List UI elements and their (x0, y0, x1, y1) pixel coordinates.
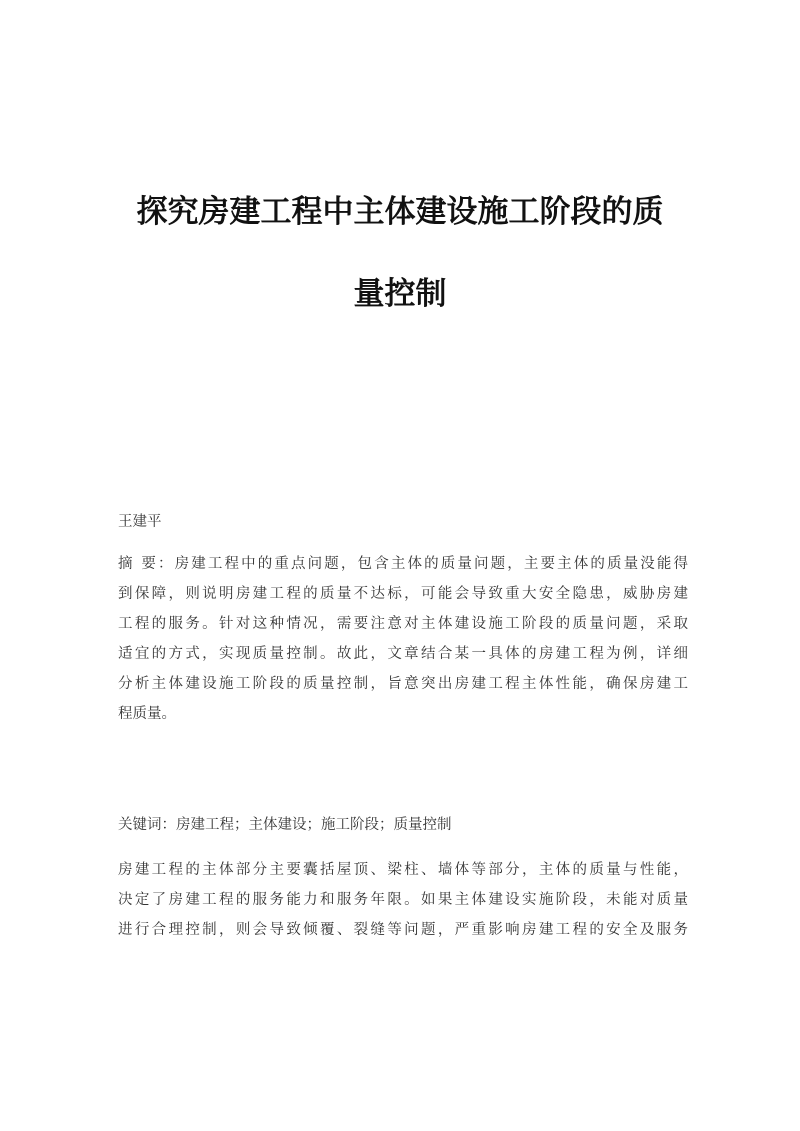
document-title-line-1: 探究房建工程中主体建设施工阶段的质 (136, 194, 664, 230)
keywords-label: 关键词： (118, 817, 176, 833)
abstract-line-3: 工程的服务。针对这种情况，需要注意对主体建设施工阶段的质量问题，采取 (118, 616, 688, 632)
body-paragraph-1 (118, 855, 688, 945)
abstract-line-2: 到保障，则说明房建工程的质量不达标，可能会导致重大安全隐患，威胁房建 (118, 586, 688, 602)
abstract-label: 摘 要： (118, 556, 175, 572)
document-title-line-2: 量控制 (353, 276, 447, 312)
abstract-line-5: 分析主体建设施工阶段的质量控制，旨意突出房建工程主体性能，确保房建工 (118, 676, 688, 692)
abstract-line-1-text: 房建工程中的重点问题，包含主体的质量问题，主要主体的质量没能得 (174, 556, 688, 572)
keywords-line (118, 810, 688, 840)
author-name (118, 507, 688, 537)
keywords-text: 房建工程；主体建设；施工阶段；质量控制 (176, 817, 452, 833)
abstract-line-1 (118, 549, 688, 579)
paragraph-1-line-1: 房建工程的主体部分主要囊括屋顶、梁柱、墙体等部分，主体的质量与性能， (118, 862, 688, 878)
paragraph-1-line-3: 进行合理控制，则会导致倾覆、裂缝等问题，严重影响房建工程的安全及服务 (118, 922, 688, 938)
abstract-section (118, 549, 688, 729)
abstract-line-4: 适宜的方式，实现质量控制。故此，文章结合某一具体的房建工程为例，详细 (118, 646, 688, 662)
author-text: 王建平 (118, 514, 162, 530)
paragraph-1-line-2: 决定了房建工程的服务能力和服务年限。如果主体建设实施阶段，未能对质量 (118, 892, 688, 908)
abstract-line-6: 程质量。 (118, 706, 176, 722)
keywords-section (118, 810, 688, 840)
